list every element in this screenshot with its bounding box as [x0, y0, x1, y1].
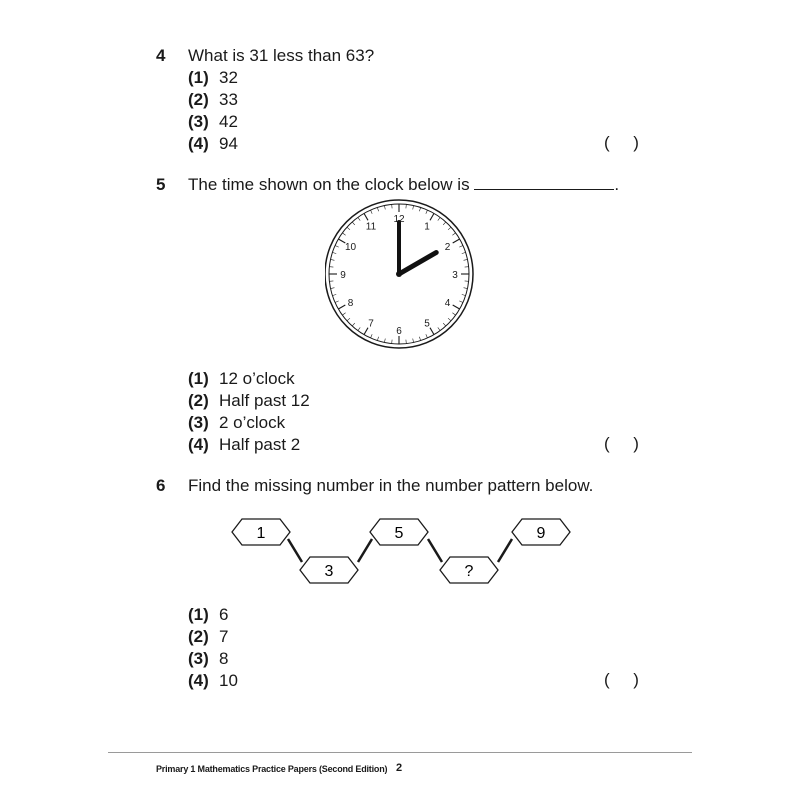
pattern-value-1: 1 — [256, 525, 266, 542]
option-label: (2) — [188, 391, 209, 410]
answer-blank[interactable] — [474, 175, 614, 190]
option-text: 32 — [219, 68, 238, 87]
pattern-value-3: 5 — [394, 525, 404, 542]
pattern-value-missing: ? — [464, 563, 474, 580]
question-5-option-1[interactable] — [188, 368, 295, 390]
question-6-answer-bracket[interactable]: ( ) — [604, 670, 639, 689]
question-4-option-1[interactable] — [188, 67, 238, 89]
question-4-number: 4 — [156, 46, 166, 65]
option-text: Half past 12 — [219, 391, 310, 410]
option-label: (1) — [188, 605, 209, 624]
option-label: (3) — [188, 112, 209, 131]
option-label: (4) — [188, 671, 209, 690]
question-5-text-line — [188, 175, 619, 195]
option-text: 33 — [219, 90, 238, 109]
page-number: 2 — [396, 762, 403, 774]
question-5-period: . — [614, 175, 620, 194]
question-6-text: Find the missing number in the number pattern below. — [188, 476, 594, 495]
question-5-answer-bracket[interactable]: ( ) — [604, 434, 639, 453]
question-6-option-2[interactable] — [188, 626, 228, 648]
option-text: 94 — [219, 134, 238, 153]
question-4-option-2[interactable] — [188, 89, 238, 111]
clock-numeral: 11 — [365, 221, 377, 233]
analog-clock — [325, 198, 475, 364]
connector-line — [358, 539, 372, 562]
option-text: Half past 2 — [219, 435, 301, 454]
clock-numeral: 3 — [452, 270, 458, 281]
connector-line — [428, 539, 442, 562]
clock-numeral: 5 — [424, 318, 430, 330]
question-5-option-2[interactable] — [188, 390, 310, 412]
option-text: 2 o’clock — [219, 413, 286, 432]
option-text: 42 — [219, 112, 238, 131]
option-text: 12 o’clock — [219, 369, 295, 388]
option-label: (2) — [188, 627, 209, 646]
question-5-option-4[interactable] — [188, 434, 300, 456]
question-5-number: 5 — [156, 175, 166, 194]
clock-numeral: 10 — [344, 242, 357, 253]
connector-line — [288, 539, 302, 562]
pattern-value-2: 3 — [324, 563, 334, 580]
question-4-option-4[interactable] — [188, 133, 238, 155]
option-label: (1) — [188, 68, 209, 87]
clock-numeral: 8 — [347, 298, 354, 309]
question-5-option-3[interactable] — [188, 412, 285, 434]
question-5-text: The time shown on the clock below is — [188, 175, 470, 194]
option-text: 6 — [219, 605, 229, 624]
footer-divider — [108, 752, 692, 753]
question-4-answer-bracket[interactable]: ( ) — [604, 133, 639, 152]
pattern-value-5: 9 — [536, 525, 546, 542]
question-6-option-4[interactable] — [188, 670, 238, 692]
question-6-option-1[interactable] — [188, 604, 228, 626]
question-6-option-3[interactable] — [188, 648, 228, 670]
option-text: 8 — [219, 649, 229, 668]
option-label: (4) — [188, 134, 209, 153]
clock-numeral: 2 — [444, 242, 451, 253]
footer-title: Primary 1 Mathematics Practice Papers (Second Edition) — [156, 764, 388, 774]
option-text: 7 — [219, 627, 229, 646]
option-label: (4) — [188, 435, 209, 454]
option-label: (3) — [188, 649, 209, 668]
clock-numeral: 4 — [444, 298, 451, 309]
option-label: (3) — [188, 413, 209, 432]
question-4-option-3[interactable] — [188, 111, 238, 133]
question-4-text: What is 31 less than 63? — [188, 46, 375, 65]
question-6-number: 6 — [156, 476, 166, 495]
number-pattern-diagram — [228, 512, 578, 592]
option-label: (1) — [188, 369, 209, 388]
clock-numeral: 7 — [368, 318, 374, 330]
clock-center — [396, 271, 402, 277]
clock-numeral: 1 — [424, 221, 430, 233]
option-text: 10 — [219, 671, 238, 690]
connector-line — [498, 539, 512, 562]
clock-numeral: 9 — [340, 270, 346, 281]
clock-numeral: 6 — [396, 326, 402, 337]
clock-numeral: 12 — [393, 214, 405, 225]
option-label: (2) — [188, 90, 209, 109]
